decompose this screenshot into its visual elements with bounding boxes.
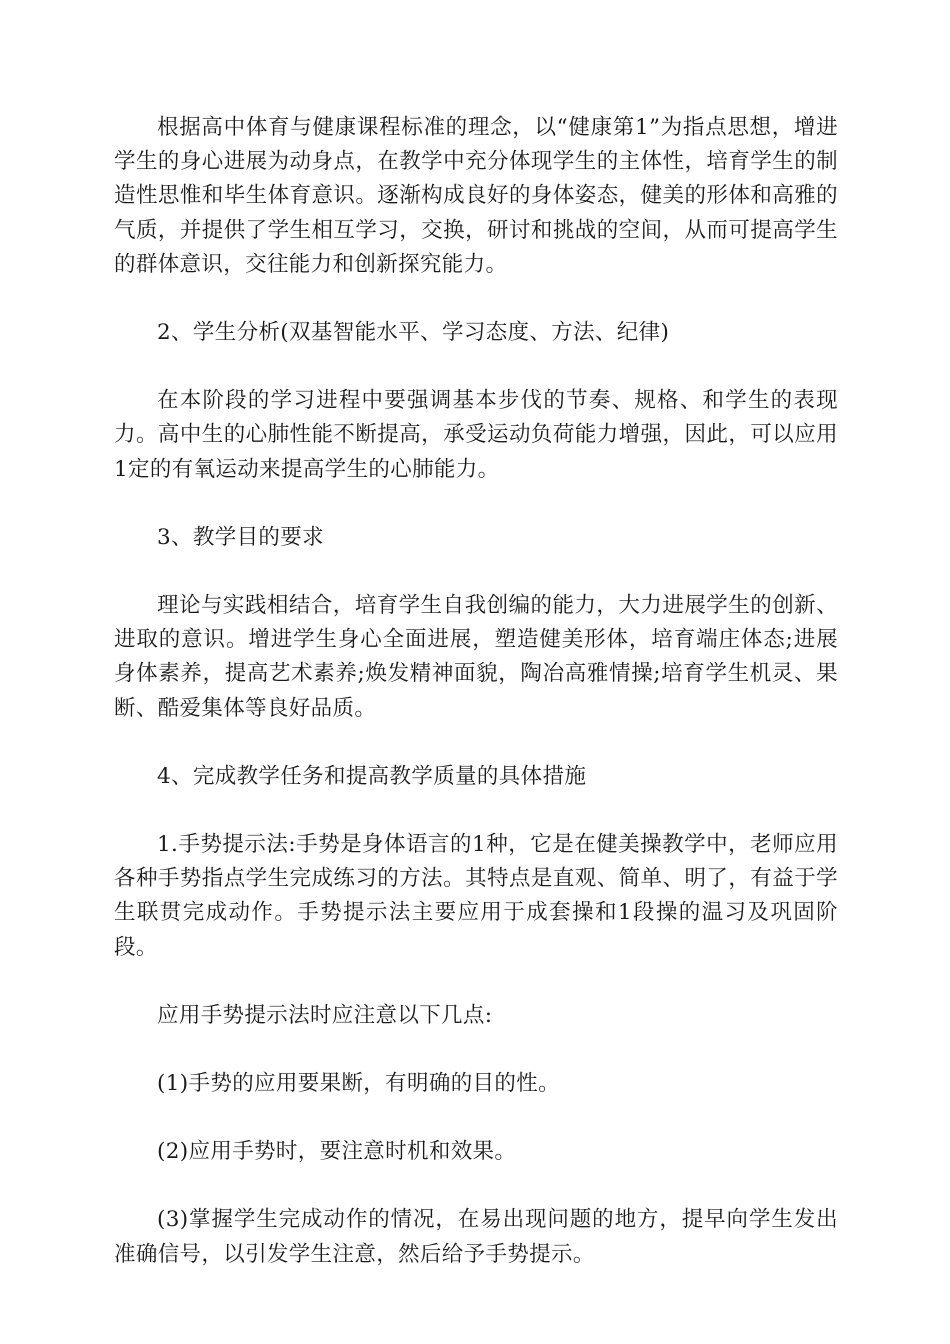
paragraph-teaching-goals: 理论与实践相结合，培育学生自我创编的能力，大力进展学生的创新、进取的意识。增进学生身心全面进展，塑造健美形体，培育端庄体态;进展身体素养，提高艺术素养;焕发精神面貌，陶冶高雅情操;培育学生机灵、果断、酷爱集体等良好品质。 [114,593,838,721]
paragraph-intro: 根据高中体育与健康课程标准的理念，以“健康第1”为指点思想，增进学生的身心进展为动身点，在教学中充分体现学生的主体性，培育学生的制造性思惟和毕生体育意识。逐渐构成良好的身体姿态，健美的形体和高雅的气质，并提供了学生相互学习，交换，研讨和挑战的空间，从而可提高学生的群体意识，交往能力和创新探究能力。 [114,115,838,277]
list-item-note-2: (2)应用手势时，要注意时机和效果。 [157,1139,517,1165]
list-item-note-1: (1)手势的应用要果断，有明确的目的性。 [157,1071,560,1097]
document-body [114,111,838,1306]
heading-measures: 4、完成教学任务和提高教学质量的具体措施 [157,763,587,789]
paragraph-notes-intro: 应用手势提示法时应注意以下几点: [157,1002,493,1028]
paragraph-student-analysis: 在本阶段的学习进程中要强调基本步伐的节奏、规格、和学生的表现力。高中生的心肺性能不断提高，承受运动负荷能力增强，因此，可以应用1定的有氧运动来提高学生的心肺能力。 [114,388,838,482]
heading-student-analysis: 2、学生分析(双基智能水平、学习态度、方法、纪律) [157,320,670,346]
paragraph-gesture-method: 1.手势提示法:手势是身体语言的1种，它是在健美操教学中，老师应用各种手势指点学生完成练习的方法。其特点是直观、简单、明了，有益于学生联贯完成动作。手势提示法主要应用于成套操和1段操的温习及巩固阶段。 [114,832,838,960]
heading-teaching-goals: 3、教学目的要求 [157,524,324,550]
list-item-note-3: (3)掌握学生完成动作的情况，在易出现问题的地方，提早向学生发出准确信号，以引发学生注意，然后给予手势提示。 [114,1207,838,1267]
